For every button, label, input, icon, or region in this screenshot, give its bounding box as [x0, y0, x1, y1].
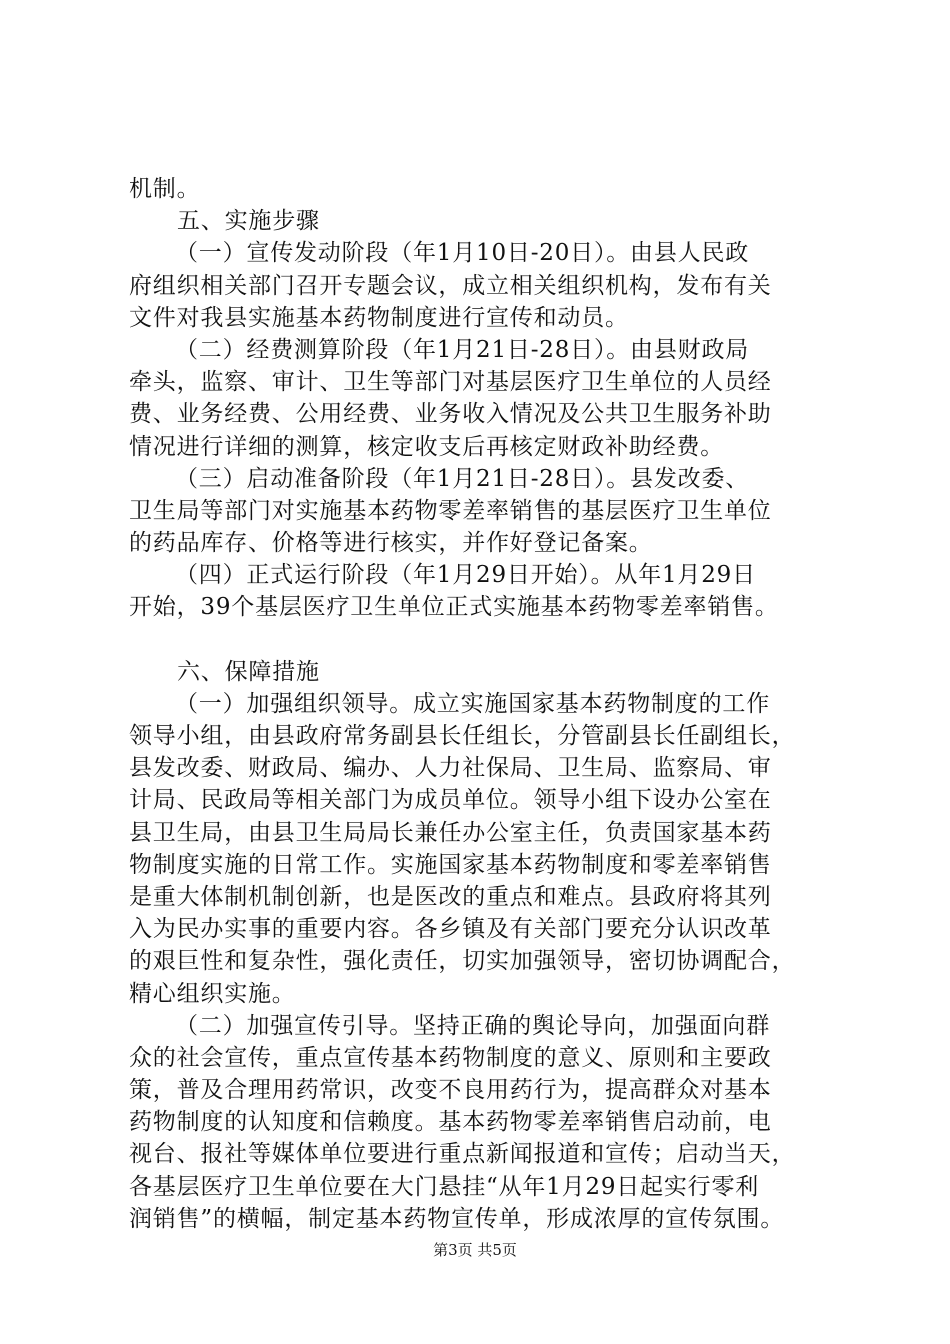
text-line: 卫生局等部门对实施基本药物零差率销售的基层医疗卫生单位 [129, 497, 772, 524]
text-line: （四）正式运行阶段（年1月29日开始）。从年1月29日 [175, 562, 756, 589]
text-line: 的艰巨性和复杂性，强化责任，切实加强领导，密切协调配合， [129, 948, 796, 975]
text-line: 县卫生局，由县卫生局局长兼任办公室主任，负责国家基本药 [129, 819, 772, 846]
text-line: （三）启动准备阶段（年1月21日-28日）。县发改委、 [175, 465, 750, 492]
text-line: 精心组织实施。 [129, 980, 296, 1007]
text-line: 各基层医疗卫生单位要在大门悬挂“从年1月29日起实行零利 [129, 1173, 760, 1200]
text-line: 开始，39个基层医疗卫生单位正式实施基本药物零差率销售。 [129, 594, 779, 621]
paragraph-gap [129, 624, 831, 656]
text-line: 文件对我县实施基本药物制度进行宣传和动员。 [129, 304, 629, 331]
section-heading: 六、保障措施 [177, 658, 320, 685]
text-line: （一）宣传发动阶段（年1月10日-20日）。由县人民政 [175, 240, 750, 267]
text-line: 府组织相关部门召开专题会议，成立相关组织机构，发布有关 [129, 272, 772, 299]
text-line: 视台、报社等媒体单位要进行重点新闻报道和宣传；启动当天， [129, 1141, 796, 1168]
text-line: 众的社会宣传，重点宣传基本药物制度的意义、原则和主要政 [129, 1044, 772, 1071]
text-line: 情况进行详细的测算，核定收支后再核定财政补助经费。 [129, 433, 724, 460]
page-footer: 第3页 共5页 [433, 1241, 517, 1259]
text-line: （二）加强宣传引导。坚持正确的舆论导向，加强面向群 [175, 1012, 770, 1039]
text-line: 物制度实施的日常工作。实施国家基本药物制度和零差率销售 [129, 851, 772, 878]
text-line: 牵头，监察、审计、卫生等部门对基层医疗卫生单位的人员经 [129, 369, 772, 396]
text-line: （二）经费测算阶段（年1月21日-28日）。由县财政局 [175, 336, 750, 363]
text-line: 润销售”的横幅，制定基本药物宣传单，形成浓厚的宣传氛围。 [129, 1205, 785, 1232]
section-heading: 五、实施步骤 [177, 208, 320, 235]
text-line: 县发改委、财政局、编办、人力社保局、卫生局、监察局、审 [129, 755, 772, 782]
text-line: 计局、民政局等相关部门为成员单位。领导小组下设办公室在 [129, 787, 772, 814]
text-line: 费、业务经费、公用经费、业务收入情况及公共卫生服务补助 [129, 401, 772, 428]
text-line: 的药品库存、价格等进行核实，并作好登记备案。 [129, 530, 653, 557]
text-line: 是重大体制机制创新，也是医改的重点和难点。县政府将其列 [129, 883, 772, 910]
text-line: 领导小组，由县政府常务副县长任组长，分管副县长任副组长， [129, 723, 796, 749]
document-body [129, 173, 831, 1235]
text-line: 策，普及合理用药常识，改变不良用药行为，提高群众对基本 [129, 1077, 772, 1104]
text-line: 药物制度的认知度和信赖度。基本药物零差率销售启动前，电 [129, 1109, 772, 1136]
text-line: 入为民办实事的重要内容。各乡镇及有关部门要充分认识改革 [129, 916, 772, 943]
text-line: （一）加强组织领导。成立实施国家基本药物制度的工作 [175, 690, 770, 717]
text-line: 机制。 [129, 176, 201, 202]
